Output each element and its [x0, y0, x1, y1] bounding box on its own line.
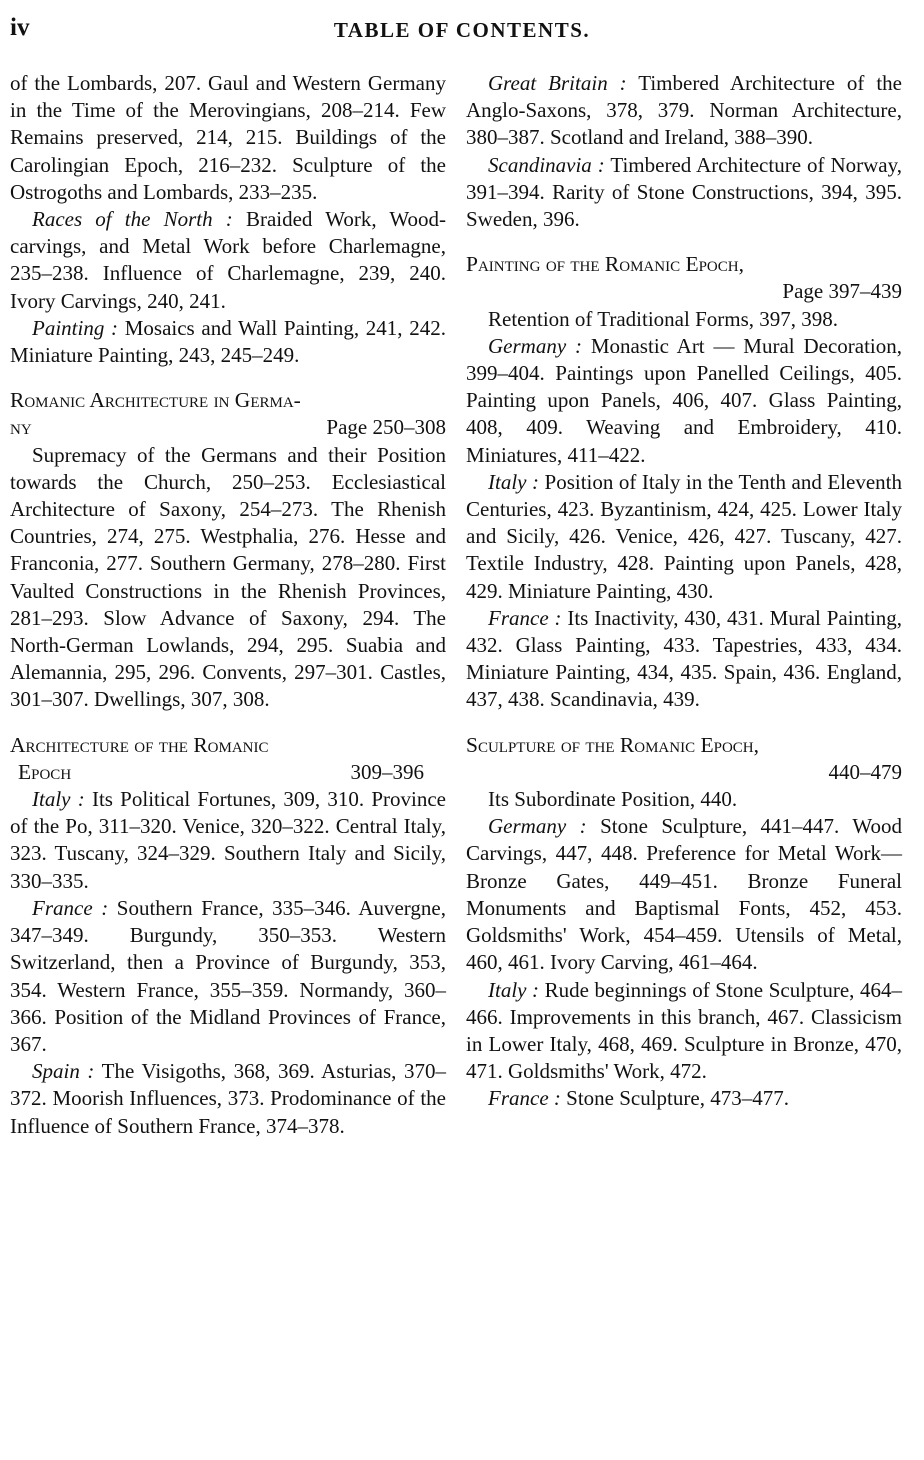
region-label: France :: [32, 895, 109, 920]
section-continuation-right: [466, 70, 902, 233]
entry-text: Southern France, 335–346. Auvergne, 347–349. Burgundy, 350–353. Western Switzerland, then a Province of Burgundy, 353, 354. Western France, 355–359. Normandy, 360–366. Position of the Midland Provinces of France, 367.: [10, 895, 446, 1056]
running-head: TABLE OF CONTENTS.: [333, 18, 591, 42]
region-label: Spain :: [32, 1059, 95, 1084]
region-label: France :: [488, 1086, 561, 1111]
section-title: Romanic Architecture in Germa-: [10, 388, 301, 413]
region-label: Painting :: [32, 315, 119, 340]
entry-italy: [466, 977, 902, 1086]
section-sculpture-romanic-epoch: [466, 732, 902, 1113]
section-title-row: [10, 759, 446, 786]
section-title: Painting of the Romanic Epoch,: [466, 252, 744, 277]
section-romanic-architecture-germany: [10, 387, 446, 713]
section-title: Sculpture of the Romanic Epoch,: [466, 732, 759, 757]
region-label: Scandinavia :: [488, 152, 605, 177]
entry-text: Monastic Art — Mural Decoration, 399–404. Paintings upon Panelled Ceilings, 405. Painting upon Panels, 406, 407. Glass Painting, 408, 409. Weaving and Embroidery, 410. Miniatures, 411–422.: [466, 333, 903, 467]
section-title-continued: ny: [10, 415, 32, 440]
section-title-row: [10, 414, 446, 441]
entry-germany: [466, 813, 902, 976]
section-page-range: Page 250–308: [326, 415, 446, 440]
entry-painting: [10, 315, 446, 369]
section-text: Supremacy of the Germans and their Position towards the Church, 250–253. Ecclesiastical Architecture of Saxony, 254–273. The Rhenish Countries, 274, 275. Westphalia, 276. Hesse and Franconia, 277. Southern Germany, 278–280. First Vaulted Constructions in the Rhenish Provinces, 281–293. Slow Advance of Saxony, 294. The North-German Lowlands, 294, 295. Suabia and Alemannia, 295, 296. Convents, 297–301. Castles, 301–307. Dwellings, 307, 308.: [10, 442, 446, 712]
entry-france: [466, 605, 902, 714]
section-intro: Retention of Traditional Forms, 397, 398.: [488, 306, 839, 331]
region-label: Italy :: [32, 787, 85, 812]
entry-france: [466, 1085, 902, 1112]
region-label: Races of the North :: [32, 207, 233, 232]
region-label: Germany :: [488, 333, 582, 358]
region-label: Germany :: [488, 814, 587, 839]
entry-text: Position of Italy in the Tenth and Eleventh Centuries, 423. Byzantinism, 424, 425. Lower Italy and Sicily, 426. Venice, 426, 427. Tuscany, 427. Textile Industry, 428. Painting upon Panels, 428, 429. Miniature Painting, 430.: [466, 469, 903, 603]
section-page-range: 440–479: [828, 759, 902, 784]
entry-text: Mosaics and Wall Painting, 241, 242. Miniature Painting, 243, 245–249.: [10, 315, 446, 368]
section-continuation: [10, 70, 446, 369]
entry-text: Its Inactivity, 430, 431. Mural Painting, 432. Glass Painting, 433. Tapestries, 433, 434. Miniature Painting, 434, 435. Spain, 436. England, 437, 438. Scandinavia, 439.: [466, 605, 902, 712]
continued-text: of the Lombards, 207. Gaul and Western Germany in the Time of the Merovingians, 208–214. Few Remains preserved, 214, 215. Buildings of the Carolingian Epoch, 216–232. Sculpture of the Ostrogoths and Lombards, 233–235.: [10, 71, 446, 204]
section-title-continued: Epoch: [18, 759, 72, 784]
right-column: [466, 70, 902, 1131]
section-painting-romanic-epoch: [466, 251, 902, 713]
region-label: France :: [488, 605, 562, 630]
left-column: [10, 70, 446, 1158]
entry-spain: [10, 1058, 446, 1140]
region-label: Great Britain :: [488, 71, 627, 95]
entry-races-of-the-north: [10, 206, 446, 315]
section-title: Architecture of the Romanic: [10, 732, 269, 757]
section-page-range: Page 397–439: [782, 279, 902, 304]
page-number: iv: [10, 14, 30, 41]
entry-text: The Visigoths, 368, 369. Asturias, 370–372. Moorish Influences, 373. Prodominance of the Influence of Southern France, 374–378.: [10, 1059, 447, 1138]
region-label: Italy :: [488, 977, 540, 1002]
section-architecture-romanic-epoch: [10, 732, 446, 1140]
page-header: [0, 0, 924, 64]
entry-text: Its Political Fortunes, 309, 310. Province of the Po, 311–320. Venice, 320–322. Central Italy, 323. Tuscany, 324–329. Southern Italy and Sicily, 330–335.: [10, 787, 446, 893]
entry-text: Braided Work, Wood-carvings, and Metal Work before Charlemagne, 235–238. Influence of Charlemagne, 239, 240. Ivory Carvings, 240, 241.: [10, 207, 446, 313]
entry-text: Timbered Architecture of Norway, 391–394. Rarity of Stone Constructions, 394, 395. Sweden, 396.: [466, 152, 902, 232]
entry-scandinavia: [466, 152, 902, 234]
entry-text: Stone Sculpture, 473–477.: [560, 1086, 789, 1111]
entry-france: [10, 895, 446, 1058]
section-page-range: 309–396: [350, 759, 424, 784]
entry-germany: [466, 333, 902, 469]
entry-text: Rude beginnings of Stone Sculpture, 464–466. Improvements in this branch, 467. Classicism in Lower Italy, 468, 469. Sculpture in Bronze, 470, 471. Goldsmiths' Work, 472.: [466, 977, 902, 1084]
entry-great-britain: [466, 70, 902, 152]
section-intro: Its Subordinate Position, 440.: [488, 787, 738, 812]
entry-text: Timbered Architecture of the Anglo-Saxons, 378, 379. Norman Architecture, 380–387. Scotland and Ireland, 388–390.: [466, 71, 902, 150]
region-label: Italy :: [488, 469, 539, 494]
entry-text: Stone Sculpture, 441–447. Wood Carvings, 447, 448. Preference for Metal Work—Bronze Gates, 449–451. Bronze Funeral Monuments and Baptismal Fonts, 452, 453. Goldsmiths' Work, 454–459. Utensils of Metal, 460, 461. Ivory Carving, 461–464.: [466, 814, 903, 975]
entry-italy: [10, 786, 446, 895]
entry-italy: [466, 469, 902, 605]
